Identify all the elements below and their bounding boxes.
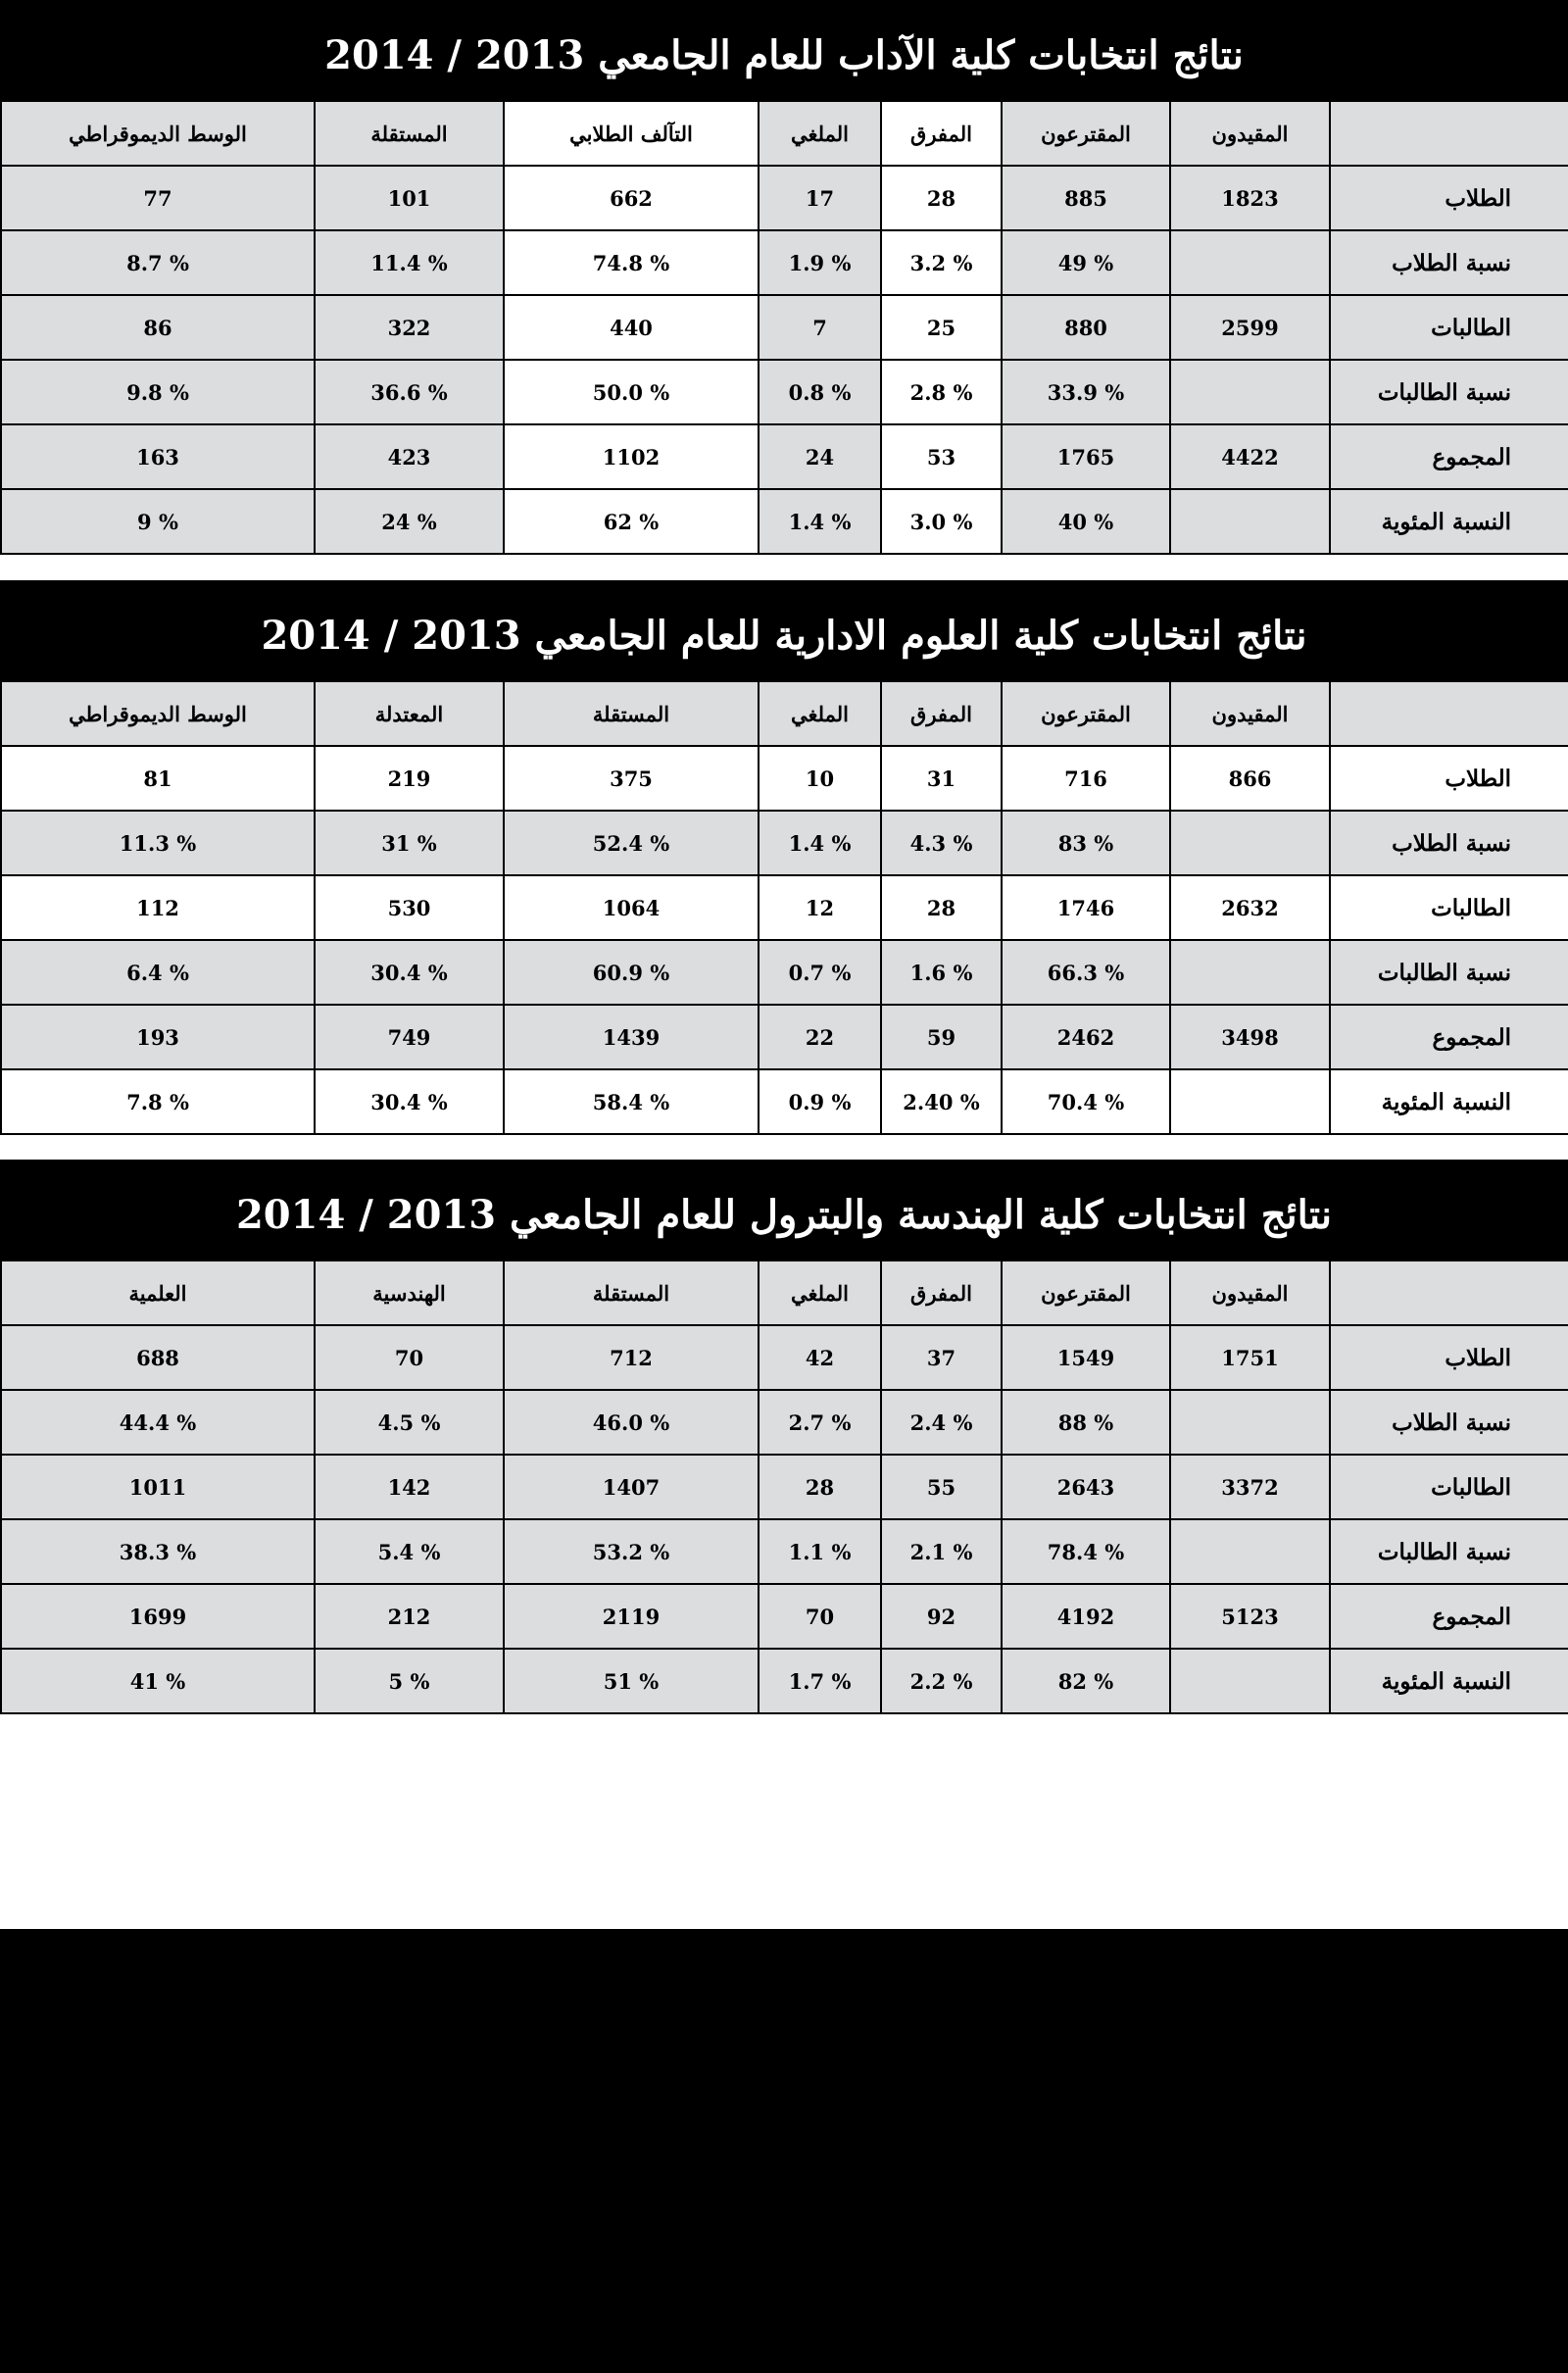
- row-label: نسبة الطالبات: [1330, 940, 1568, 1005]
- table-cell: % 51: [504, 1649, 759, 1713]
- row-label: الطالبات: [1330, 1455, 1568, 1519]
- table-row: [1, 1005, 1568, 1069]
- column-header: المستقلة: [504, 1261, 759, 1325]
- table-cell: 423: [315, 424, 504, 489]
- table-cell: 142: [315, 1455, 504, 1519]
- table-cell: 1439: [504, 1005, 759, 1069]
- table-row: [1, 489, 1568, 554]
- column-header: الملغي: [759, 681, 881, 746]
- table-cell: 1011: [1, 1455, 315, 1519]
- table-cell: 3372: [1170, 1455, 1330, 1519]
- table-cell: 2643: [1002, 1455, 1170, 1519]
- table-cell: [1170, 1649, 1330, 1713]
- table-cell: % 0.8: [759, 360, 881, 424]
- table-cell: % 9.8: [1, 360, 315, 424]
- column-header: العلمية: [1, 1261, 315, 1325]
- table-cell: 31: [881, 746, 1002, 811]
- row-label: المجموع: [1330, 1005, 1568, 1069]
- table-cell: [1170, 1069, 1330, 1134]
- table-cell: [1170, 940, 1330, 1005]
- row-label: الطلاب: [1330, 166, 1568, 230]
- table-cell: 1699: [1, 1584, 315, 1649]
- table-cell: % 70.4: [1002, 1069, 1170, 1134]
- table-cell: 1746: [1002, 875, 1170, 940]
- table-cell: % 88: [1002, 1390, 1170, 1455]
- table-cell: 22: [759, 1005, 881, 1069]
- table-cell: 880: [1002, 295, 1170, 360]
- table-cell: 1751: [1170, 1325, 1330, 1390]
- table-row: [1, 1390, 1568, 1455]
- table-cell: 2119: [504, 1584, 759, 1649]
- table-cell: % 41: [1, 1649, 315, 1713]
- table-cell: % 3.2: [881, 230, 1002, 295]
- column-header: المعتدلة: [315, 681, 504, 746]
- table-cell: 2462: [1002, 1005, 1170, 1069]
- table-cell: 12: [759, 875, 881, 940]
- table-cell: [1170, 230, 1330, 295]
- table-cell: % 83: [1002, 811, 1170, 875]
- section-arts: [0, 0, 1568, 555]
- column-header: المقترعون: [1002, 681, 1170, 746]
- table-cell: % 5.4: [315, 1519, 504, 1584]
- table-cell: % 1.4: [759, 811, 881, 875]
- table-cell: % 11.3: [1, 811, 315, 875]
- column-header: [1330, 101, 1568, 166]
- column-header: المقترعون: [1002, 1261, 1170, 1325]
- table-row: [1, 875, 1568, 940]
- table-cell: [1170, 811, 1330, 875]
- column-header: المقيدون: [1170, 681, 1330, 746]
- table-cell: 42: [759, 1325, 881, 1390]
- table-row: [1, 295, 1568, 360]
- column-header: المقيدون: [1170, 101, 1330, 166]
- table-cell: 2632: [1170, 875, 1330, 940]
- table-cell: 688: [1, 1325, 315, 1390]
- table-cell: 28: [881, 875, 1002, 940]
- row-label: نسبة الطلاب: [1330, 1390, 1568, 1455]
- table-cell: 55: [881, 1455, 1002, 1519]
- table-cell: % 46.0: [504, 1390, 759, 1455]
- table-cell: % 30.4: [315, 1069, 504, 1134]
- table-cell: % 7.8: [1, 1069, 315, 1134]
- table-cell: % 24: [315, 489, 504, 554]
- column-header: المستقلة: [504, 681, 759, 746]
- table-cell: 219: [315, 746, 504, 811]
- column-header: [1330, 681, 1568, 746]
- table-cell: % 1.6: [881, 940, 1002, 1005]
- table-cell: [1170, 1390, 1330, 1455]
- table-row: [1, 230, 1568, 295]
- section-administrative-sciences: [0, 580, 1568, 1135]
- table-cell: % 5: [315, 1649, 504, 1713]
- table-cell: 101: [315, 166, 504, 230]
- table-row: [1, 166, 1568, 230]
- column-header: المفرق: [881, 101, 1002, 166]
- table-cell: 112: [1, 875, 315, 940]
- column-header: الملغي: [759, 101, 881, 166]
- table-cell: % 3.0: [881, 489, 1002, 554]
- column-header: المقيدون: [1170, 1261, 1330, 1325]
- table-row: [1, 811, 1568, 875]
- column-header: المفرق: [881, 1261, 1002, 1325]
- table-cell: % 53.2: [504, 1519, 759, 1584]
- table-cell: 530: [315, 875, 504, 940]
- column-header: الهندسية: [315, 1261, 504, 1325]
- table-row: [1, 360, 1568, 424]
- row-label: نسبة الطلاب: [1330, 230, 1568, 295]
- table-cell: % 1.7: [759, 1649, 881, 1713]
- table-cell: % 74.8: [504, 230, 759, 295]
- column-header: [1330, 1261, 1568, 1325]
- row-label: النسبة المئوية: [1330, 1649, 1568, 1713]
- table-cell: 7: [759, 295, 881, 360]
- table-cell: 24: [759, 424, 881, 489]
- header-row: [1, 681, 1568, 746]
- table-cell: % 2.4: [881, 1390, 1002, 1455]
- table-cell: % 58.4: [504, 1069, 759, 1134]
- table-cell: % 78.4: [1002, 1519, 1170, 1584]
- table-cell: 3498: [1170, 1005, 1330, 1069]
- table-cell: 81: [1, 746, 315, 811]
- section-title: نتائج انتخابات كلية الآداب للعام الجامعي 2013 / 2014: [0, 0, 1568, 100]
- results-table: [0, 100, 1568, 555]
- table-cell: 193: [1, 1005, 315, 1069]
- table-cell: % 49: [1002, 230, 1170, 295]
- row-label: نسبة الطالبات: [1330, 1519, 1568, 1584]
- row-label: نسبة الطالبات: [1330, 360, 1568, 424]
- table-cell: 86: [1, 295, 315, 360]
- row-label: المجموع: [1330, 1584, 1568, 1649]
- table-row: [1, 424, 1568, 489]
- table-cell: 866: [1170, 746, 1330, 811]
- table-cell: [1170, 360, 1330, 424]
- row-label: النسبة المئوية: [1330, 489, 1568, 554]
- column-header: الوسط الديموقراطي: [1, 681, 315, 746]
- table-row: [1, 1455, 1568, 1519]
- column-header: المقترعون: [1002, 101, 1170, 166]
- table-cell: % 2.40: [881, 1069, 1002, 1134]
- table-cell: % 50.0: [504, 360, 759, 424]
- table-cell: 70: [759, 1584, 881, 1649]
- column-header: الملغي: [759, 1261, 881, 1325]
- table-cell: % 66.3: [1002, 940, 1170, 1005]
- table-cell: % 30.4: [315, 940, 504, 1005]
- table-cell: 163: [1, 424, 315, 489]
- results-table: [0, 1260, 1568, 1714]
- row-label: الطلاب: [1330, 746, 1568, 811]
- table-cell: 1823: [1170, 166, 1330, 230]
- column-header: التآلف الطلابي: [504, 101, 759, 166]
- table-cell: 25: [881, 295, 1002, 360]
- table-cell: 1064: [504, 875, 759, 940]
- table-cell: 440: [504, 295, 759, 360]
- table-cell: 662: [504, 166, 759, 230]
- table-cell: 70: [315, 1325, 504, 1390]
- section-engineering-petroleum: [0, 1160, 1568, 1714]
- table-cell: 77: [1, 166, 315, 230]
- results-table: [0, 680, 1568, 1135]
- table-cell: 5123: [1170, 1584, 1330, 1649]
- table-cell: % 52.4: [504, 811, 759, 875]
- table-cell: 4192: [1002, 1584, 1170, 1649]
- table-cell: 28: [759, 1455, 881, 1519]
- table-cell: 17: [759, 166, 881, 230]
- table-cell: % 2.8: [881, 360, 1002, 424]
- table-row: [1, 1649, 1568, 1713]
- table-row: [1, 746, 1568, 811]
- column-header: المفرق: [881, 681, 1002, 746]
- table-cell: % 2.1: [881, 1519, 1002, 1584]
- table-cell: % 62: [504, 489, 759, 554]
- table-row: [1, 1519, 1568, 1584]
- table-row: [1, 1584, 1568, 1649]
- table-cell: 92: [881, 1584, 1002, 1649]
- table-cell: % 11.4: [315, 230, 504, 295]
- table-cell: % 9: [1, 489, 315, 554]
- row-label: النسبة المئوية: [1330, 1069, 1568, 1134]
- table-row: [1, 1325, 1568, 1390]
- table-cell: % 2.7: [759, 1390, 881, 1455]
- table-cell: % 4.5: [315, 1390, 504, 1455]
- table-cell: % 31: [315, 811, 504, 875]
- table-cell: 53: [881, 424, 1002, 489]
- table-cell: 37: [881, 1325, 1002, 1390]
- table-cell: 375: [504, 746, 759, 811]
- column-header: الوسط الديموقراطي: [1, 101, 315, 166]
- table-cell: 1765: [1002, 424, 1170, 489]
- header-row: [1, 101, 1568, 166]
- table-cell: 716: [1002, 746, 1170, 811]
- table-cell: 59: [881, 1005, 1002, 1069]
- table-cell: 10: [759, 746, 881, 811]
- table-cell: 2599: [1170, 295, 1330, 360]
- table-cell: 212: [315, 1584, 504, 1649]
- table-cell: 1102: [504, 424, 759, 489]
- table-cell: % 8.7: [1, 230, 315, 295]
- table-cell: % 4.3: [881, 811, 1002, 875]
- table-cell: % 0.7: [759, 940, 881, 1005]
- header-row: [1, 1261, 1568, 1325]
- table-cell: 1407: [504, 1455, 759, 1519]
- table-cell: % 60.9: [504, 940, 759, 1005]
- table-cell: % 0.9: [759, 1069, 881, 1134]
- row-label: الطالبات: [1330, 875, 1568, 940]
- section-title: نتائج انتخابات كلية العلوم الادارية للعام الجامعي 2013 / 2014: [0, 580, 1568, 680]
- table-cell: 28: [881, 166, 1002, 230]
- table-row: [1, 1069, 1568, 1134]
- table-cell: 885: [1002, 166, 1170, 230]
- column-header: المستقلة: [315, 101, 504, 166]
- table-cell: 712: [504, 1325, 759, 1390]
- table-cell: 749: [315, 1005, 504, 1069]
- table-cell: % 1.4: [759, 489, 881, 554]
- table-cell: % 40: [1002, 489, 1170, 554]
- table-cell: % 1.1: [759, 1519, 881, 1584]
- table-cell: [1170, 1519, 1330, 1584]
- table-cell: [1170, 489, 1330, 554]
- table-cell: % 6.4: [1, 940, 315, 1005]
- row-label: الطلاب: [1330, 1325, 1568, 1390]
- section-title: نتائج انتخابات كلية الهندسة والبترول للعام الجامعي 2013 / 2014: [0, 1160, 1568, 1260]
- table-row: [1, 940, 1568, 1005]
- row-label: المجموع: [1330, 424, 1568, 489]
- table-cell: % 33.9: [1002, 360, 1170, 424]
- table-cell: % 1.9: [759, 230, 881, 295]
- row-label: الطالبات: [1330, 295, 1568, 360]
- table-cell: % 38.3: [1, 1519, 315, 1584]
- row-label: نسبة الطلاب: [1330, 811, 1568, 875]
- table-cell: % 82: [1002, 1649, 1170, 1713]
- table-cell: % 2.2: [881, 1649, 1002, 1713]
- table-cell: 4422: [1170, 424, 1330, 489]
- table-cell: % 36.6: [315, 360, 504, 424]
- table-cell: % 44.4: [1, 1390, 315, 1455]
- table-cell: 1549: [1002, 1325, 1170, 1390]
- table-cell: 322: [315, 295, 504, 360]
